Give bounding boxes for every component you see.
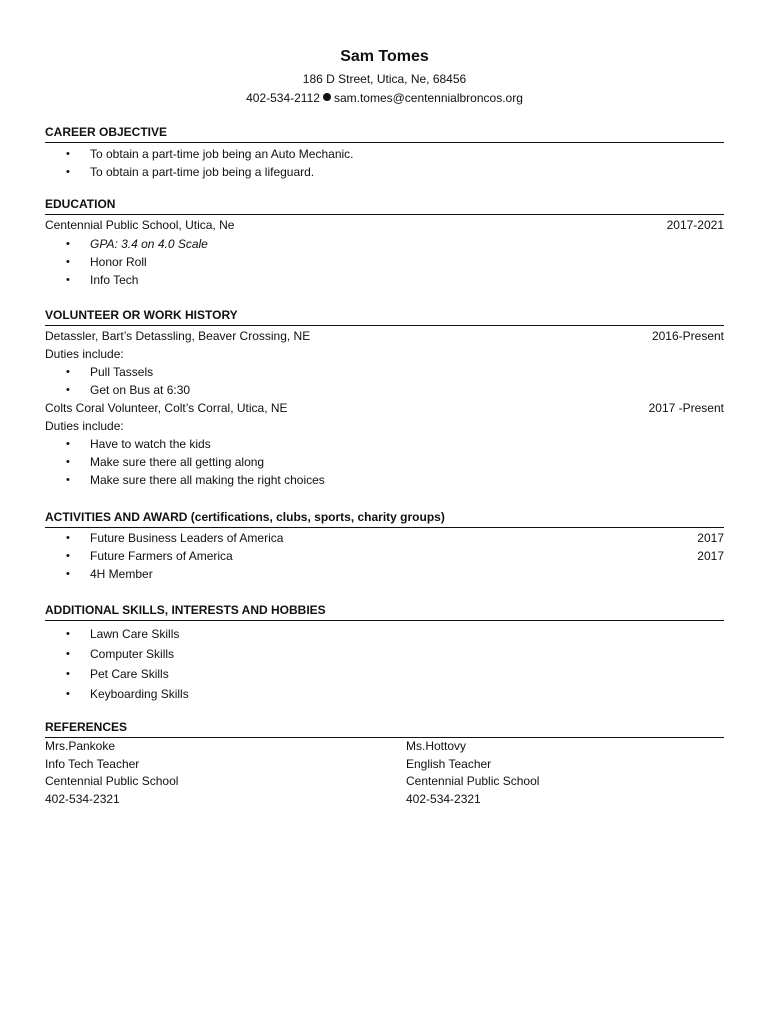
section-title: ACTIVITIES AND AWARD (certifications, clubs, sports, charity groups) [45, 510, 724, 528]
reference-role: English Teacher [406, 756, 492, 771]
bullet-icon: • [66, 384, 70, 396]
bullet-icon: • [66, 256, 70, 268]
reference-phone: 402-534-2321 [45, 791, 120, 806]
education-section [45, 197, 724, 289]
list-item-text: Keyboarding Skills [90, 687, 189, 701]
bullet-icon: • [66, 474, 70, 486]
bullet-icon: • [66, 366, 70, 378]
references-section [45, 720, 724, 806]
skills-section [45, 603, 724, 704]
activities-section [45, 510, 724, 583]
list-item [45, 145, 724, 163]
address-line: 186 D Street, Utica, Ne, 68456 [302, 72, 467, 86]
bullet-icon: • [66, 668, 70, 680]
duties-label: Duties include: [45, 419, 124, 433]
education-row [45, 216, 724, 234]
job-dates: 2016-Present [651, 329, 724, 343]
activity-year: 2017 [697, 531, 724, 545]
section-title: VOLUNTEER OR WORK HISTORY [45, 308, 724, 326]
reference-card [45, 738, 178, 808]
list-item [45, 471, 724, 489]
list-item-text: Info Tech [90, 273, 139, 287]
list-item [45, 565, 724, 583]
bullet-icon: • [66, 532, 70, 544]
list-item [45, 664, 724, 684]
list-item-text: Have to watch the kids [90, 437, 211, 451]
bullet-icon: • [66, 438, 70, 450]
job-employer: Colts Coral Volunteer, Colt’s Corral, Utica, NE [45, 401, 288, 415]
list-item [45, 235, 724, 253]
reference-org: Centennial Public School [406, 774, 540, 788]
list-item-text: Future Farmers of America [90, 549, 233, 563]
reference-card [406, 738, 539, 808]
bullet-icon: • [66, 238, 70, 250]
activity-year: 2017 [697, 549, 724, 563]
education-dates: 2017-2021 [666, 218, 724, 232]
list-item-text: Pull Tassels [90, 365, 154, 379]
phone-number: 402-534-2112 [246, 91, 320, 105]
list-item [45, 547, 724, 565]
list-item-text: GPA: 3.4 on 4.0 Scale [90, 237, 208, 251]
list-item [45, 381, 724, 399]
email-address: sam.tomes@centennialbroncos.org [333, 91, 523, 105]
list-item-text: Make sure there all making the right choices [90, 473, 325, 487]
bullet-icon: • [66, 456, 70, 468]
bullet-icon: • [66, 550, 70, 562]
list-item [45, 453, 724, 471]
job-row [45, 399, 724, 417]
section-title: EDUCATION [45, 197, 724, 215]
list-item [45, 529, 724, 547]
reference-role: Info Tech Teacher [45, 756, 140, 771]
reference-name: Ms.Hottovy [406, 739, 467, 753]
list-item-text: Get on Bus at 6:30 [90, 383, 191, 397]
list-item-text: Lawn Care Skills [90, 627, 180, 641]
bullet-icon: • [66, 628, 70, 640]
list-item [45, 163, 724, 181]
list-item [45, 644, 724, 664]
list-item [45, 624, 724, 644]
bullet-icon: • [66, 648, 70, 660]
list-item [45, 271, 724, 289]
resume-name: Sam Tomes [340, 48, 429, 65]
list-item-text: Computer Skills [90, 647, 175, 661]
school-name: Centennial Public School, Utica, Ne [45, 218, 235, 232]
reference-name: Mrs.Pankoke [45, 739, 116, 753]
list-item-text: To obtain a part-time job being a lifeguard. [90, 165, 315, 179]
bullet-icon: • [66, 166, 70, 178]
work-history-section [45, 308, 724, 489]
reference-org: Centennial Public School [45, 774, 179, 788]
bullet-icon: • [66, 274, 70, 286]
section-title: ADDITIONAL SKILLS, INTERESTS AND HOBBIES [45, 603, 724, 621]
career-objective-section [45, 125, 724, 181]
list-item-text: 4H Member [90, 567, 153, 581]
job-dates: 2017 -Present [648, 401, 724, 415]
list-item [45, 435, 724, 453]
bullet-icon: • [66, 148, 70, 160]
list-item [45, 363, 724, 381]
section-title: REFERENCES [45, 720, 724, 738]
list-item [45, 684, 724, 704]
duties-label: Duties include: [45, 347, 124, 361]
list-item-text: Make sure there all getting along [90, 455, 265, 469]
list-item-text: To obtain a part-time job being an Auto Mechanic. [90, 147, 354, 161]
list-item [45, 253, 724, 271]
contact-line [45, 91, 724, 105]
reference-phone: 402-534-2321 [406, 791, 481, 806]
job-employer: Detassler, Bart’s Detassling, Beaver Crossing, NE [45, 329, 311, 343]
bullet-icon: • [66, 688, 70, 700]
job-row [45, 327, 724, 345]
list-item-text: Pet Care Skills [90, 667, 169, 681]
section-title: CAREER OBJECTIVE [45, 125, 724, 143]
separator-dot-icon [323, 93, 331, 101]
bullet-icon: • [66, 568, 70, 580]
list-item-text: Honor Roll [90, 255, 147, 269]
list-item-text: Future Business Leaders of America [90, 531, 284, 545]
